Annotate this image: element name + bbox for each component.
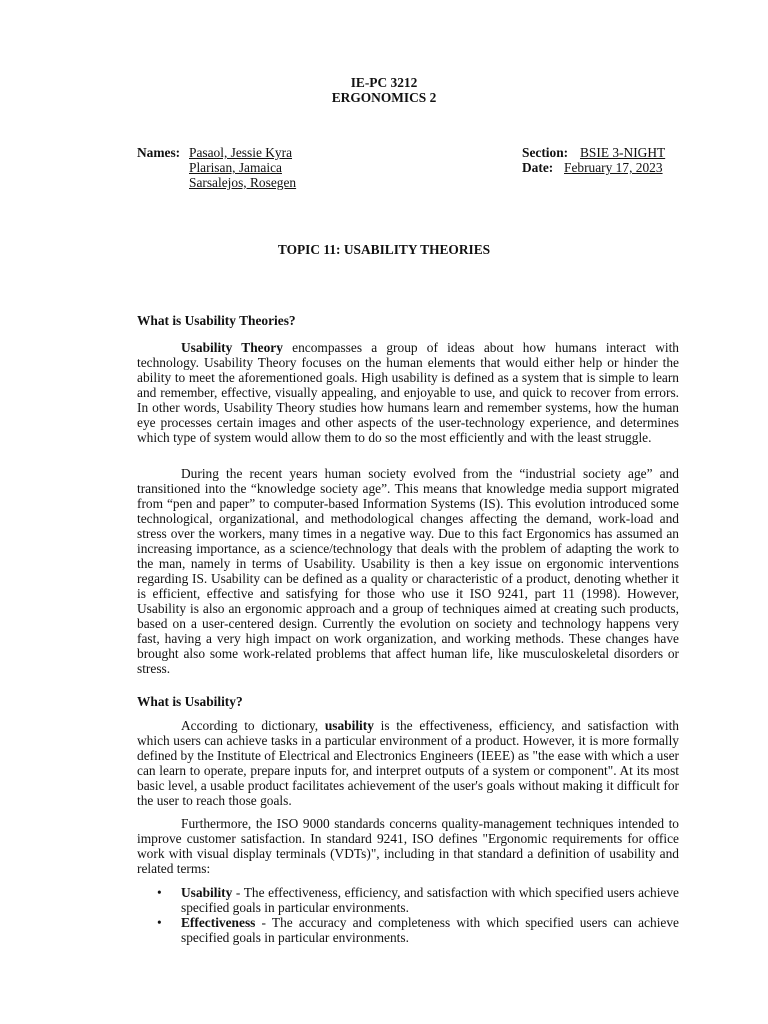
name-3: Sarsalejos, Rosegen <box>189 175 297 190</box>
name-1: Pasaol, Jessie Kyra <box>189 145 293 160</box>
list-item <box>137 915 679 945</box>
section-label: Section: <box>522 145 569 160</box>
topic-title: TOPIC 11: USABILITY THEORIES <box>277 242 491 257</box>
section-value: BSIE 3-NIGHT <box>580 145 666 160</box>
definition-term: Usability <box>181 885 233 900</box>
definition-text: - The accuracy and completeness with which specified users can achieve specified goals in particular environments. <box>181 915 679 945</box>
section1-heading: What is Usability Theories? <box>137 313 296 328</box>
course-code: IE-PC 3212 <box>350 75 418 90</box>
bullet-icon: • <box>157 885 162 900</box>
definition-text: - The effectiveness, efficiency, and satisfaction with which specified users achieve specified goals in particular environments. <box>181 885 679 915</box>
name-2: Plarisan, Jamaica <box>189 160 282 175</box>
date-value: February 17, 2023 <box>564 160 663 175</box>
section1-paragraph-1: Usability Theory encompasses a group of ideas about how humans interact with technology. Usability Theory focuses on the human elements that would either help or hinder the ability to meet the aforementioned goals. High usability is defined as a system that is simple to learn and remember, effective, visually appealing, and enjoyable to use, and quick to recover from errors. In other words, Usability Theory studies how humans learn and remember systems, how the human eye processes certain images and other aspects of the user-technology experience, and determines which type of system would allow them to do so the most efficiently and with the least struggle. <box>137 340 680 445</box>
usability-term: usability <box>324 718 374 733</box>
date-label: Date: <box>522 160 554 175</box>
section2-heading: What is Usability? <box>137 694 243 709</box>
section2-paragraph-2: Furthermore, the ISO 9000 standards concerns quality-management techniques intended to improve customer satisfaction. In standard 9241, ISO defines "Ergonomic requirements for office work with visual display terminals (VDTs)", including in that standard a definition of usability and related terms: <box>137 816 679 876</box>
definition-term: Effectiveness <box>181 915 256 930</box>
section2-paragraph-1: According to dictionary, usability is the effectiveness, efficiency, and satisfaction with which users can achieve tasks in a particular environment of a product. However, it is more formally defined by the Institute of Electrical and Electronics Engineers (IEEE) as "the ease with which a user can learn to operate, prepare inputs for, and interpret outputs of a system or component". At its most basic level, a usable product facilitates achievement of the user's goals without making it difficult for the user to reach those goals. <box>137 718 679 808</box>
section1-paragraph-2: During the recent years human society evolved from the “industrial society age” and transitioned into the “knowledge society age”. This means that knowledge media support migrated from “pen and paper” to computer-based Information Systems (IS). This evolution introduced some technological, organizational, and methodological changes affecting the demand, work-load and stress over the workers, many times in a negative way. Due to this fact Ergonomics has assumed an increasing importance, as a science/technology that deals with the problem of adapting the work to the man, namely in terms of Usability. Usability is then a key issue on ergonomic interventions regarding IS. Usability can be defined as a quality or characteristic of a product, denoting whether it is efficient, effective and satisfying for those who use it ISO 9241, part 11 (1998). However, Usability is also an ergonomic approach and a group of techniques aimed at creating such products, based on a user-centered design. Currently the evolution on society and technology happens very fast, having a very high impact on work organization, and working methods. These changes have brought also some work-related problems that affect human life, like musculoskeletal disorders or stress. <box>137 466 679 676</box>
names-label: Names: <box>137 145 181 160</box>
course-title: ERGONOMICS 2 <box>331 90 437 105</box>
bullet-icon: • <box>157 915 162 930</box>
definitions-list <box>137 885 679 945</box>
list-item <box>137 885 679 915</box>
usability-theory-term: Usability Theory <box>181 340 283 355</box>
